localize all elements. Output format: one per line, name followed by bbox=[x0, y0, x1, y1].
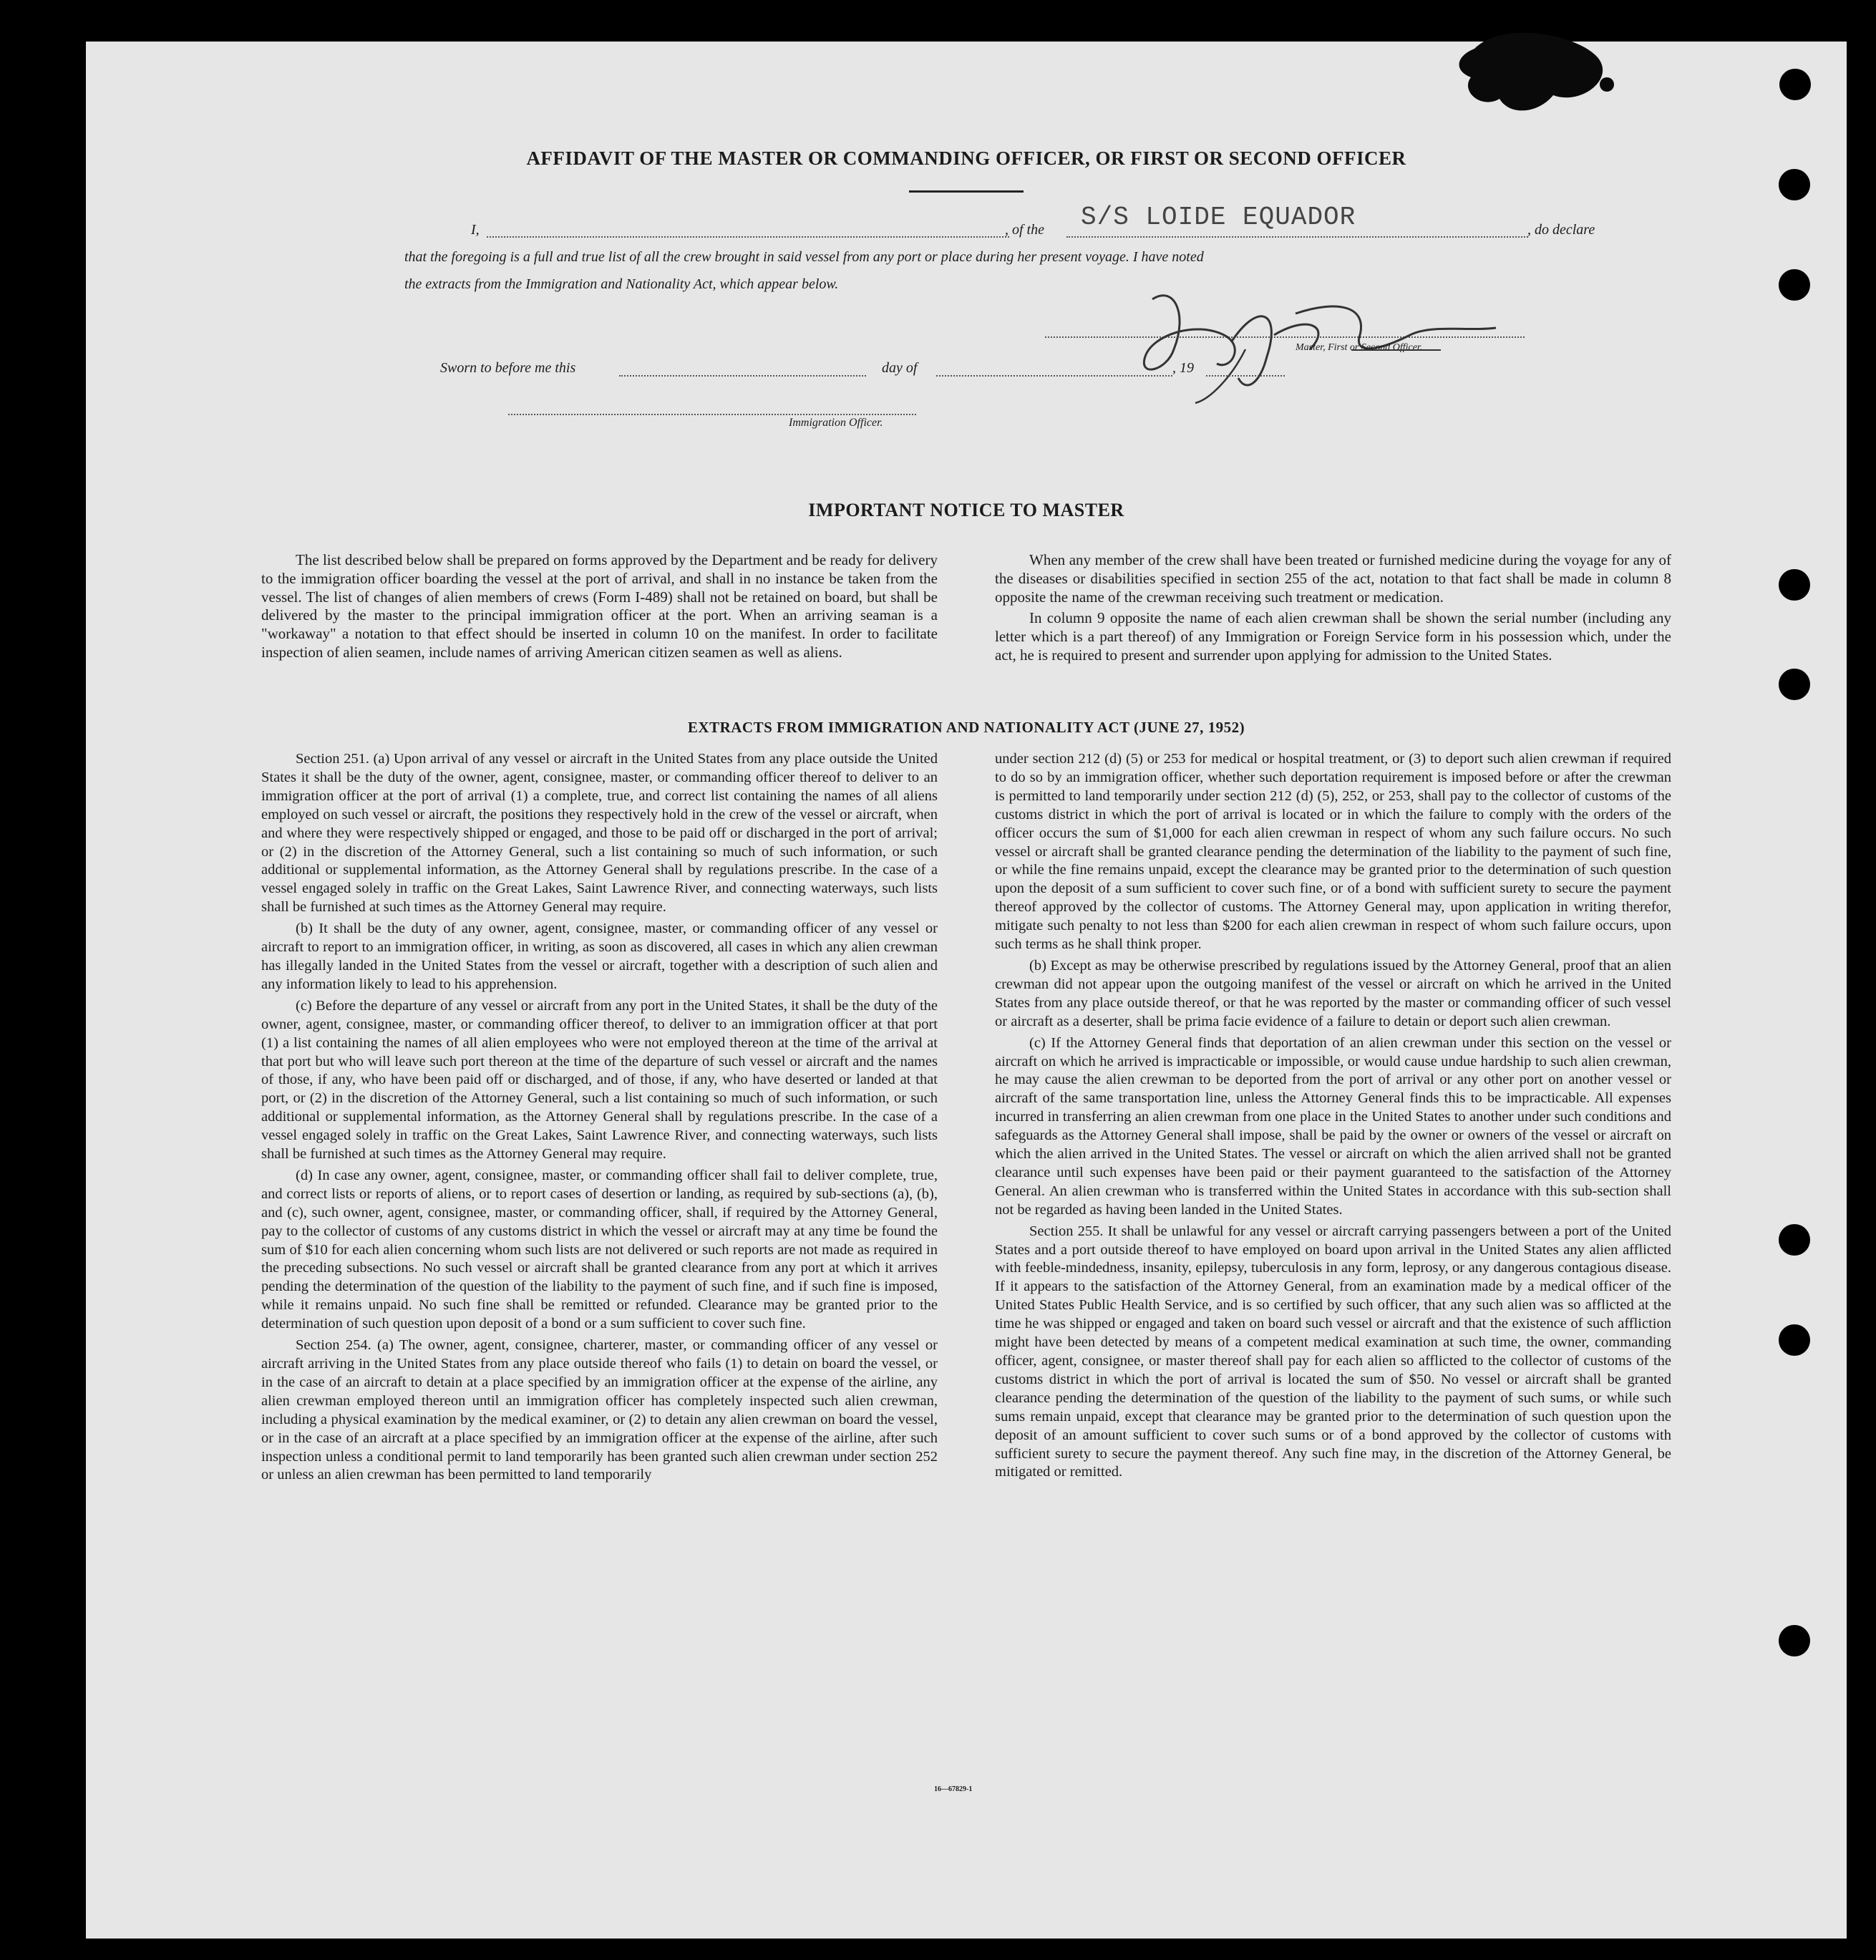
handwritten-signature bbox=[1124, 271, 1525, 407]
section-254-a-continued: under section 212 (d) (5) or 253 for medical or hospital treatment, or (3) to deport such alien crewman if required to do so by an immigration officer, whether such deportation requirement is imposed before or after the crewman is permitted to land temporarily under section 212 (d) (5), 252, or 253, shall pay to the collector of customs of the customs district in which the port of arrival is located or in which the failure to comply with the orders of the officer occurs the sum of $1,000 for each alien crewman in respect of whom any such failure occurs. No such vessel or aircraft shall be granted clearance pending the determination of the liability to the payment of such fine, or while the fine remains unpaid, except the clearance may be granted prior to the determination of such question upon the deposit of a sum sufficient to cover such fine, or of a bond with sufficient surety to secure the payment thereof approved by the collector of customs. The Attorney General may, upon application in writing therefor, mitigate such penalty to not less than $200 for each alien crewman in respect of whom such failure occurs, upon such terms as he shall think proper. bbox=[995, 751, 1671, 953]
punch-hole bbox=[1779, 269, 1810, 301]
notice-left-text: The list described below shall be prepared on forms approved by the Department and be ready for delivery to the immigration officer boarding the vessel at the port of arrival, and shall in no instance be taken from the vessel. The list of changes of alien members of crews (Form I-489) shall not be retained on board, but shall be delivered by the master to the principal immigration officer at the port. When an arriving seaman is a "workaway" a notation to that effect should be inserted in column 10 on the manifest. In order to facilitate inspection of alien seamen, include names of arriving American citizen seamen as well as aliens. bbox=[261, 551, 938, 661]
punch-hole bbox=[1779, 1224, 1810, 1256]
affidavit-title: AFFIDAVIT OF THE MASTER OR COMMANDING OFFICER, OR FIRST OR SECOND OFFICER bbox=[526, 147, 1406, 169]
extracts-title: EXTRACTS FROM IMMIGRATION AND NATIONALITY ACT (JUNE 27, 1952) bbox=[687, 719, 1245, 736]
declarant-name-field[interactable] bbox=[487, 236, 1009, 238]
sworn-month-field[interactable] bbox=[936, 375, 1172, 377]
sworn-day-field[interactable] bbox=[619, 375, 866, 377]
of-the-label: , of the bbox=[1005, 222, 1044, 238]
form-code: 16—67829-1 bbox=[934, 1785, 973, 1793]
title-divider bbox=[909, 190, 1024, 193]
extracts-left-column bbox=[261, 750, 938, 1488]
notice-title: IMPORTANT NOTICE TO MASTER bbox=[808, 500, 1124, 520]
strike-line bbox=[1351, 349, 1441, 351]
ink-blot bbox=[1432, 27, 1646, 127]
section-251-c: (c) Before the departure of any vessel or aircraft from any port in the United States, it shall be the duty of the owner, agent, consignee, master, or commanding officer thereof, to deliver to an immigration officer at that port (1) a list containing the names of all alien employees who were not employed thereon at the time of the arrival at that port but who will leave such port thereon at the time of the departure of such vessel or aircraft and the names of those, if any, who have been paid off or discharged, and of those, if any, who have deserted or landed at that port, or (2) in the discretion of the Attorney General, such a list containing so much of such information, or such additional or supplemental information, as the Attorney General shall by regulations prescribe. In the case of a vessel engaged solely in traffic on the Great Lakes, Saint Lawrence River, and connecting waterways, such lists shall be furnished at such times as the Attorney General may require. bbox=[261, 997, 938, 1163]
punch-hole bbox=[1779, 1324, 1810, 1356]
year-prefix: , 19 bbox=[1172, 360, 1194, 376]
punch-hole bbox=[1779, 669, 1810, 700]
vessel-field[interactable] bbox=[1066, 236, 1528, 238]
declaration-line-3: the extracts from the Immigration and Nationality Act, which appear below. bbox=[404, 276, 839, 292]
notice-left-column bbox=[261, 551, 938, 665]
section-254-b: (b) Except as may be otherwise prescribed by regulations issued by the Attorney General, proof that an alien crewman did not appear upon the outgoing manifest of the vessel or aircraft on which he arrived in the United States from any place outside thereof, or that he was reported by the master or commanding officer of such vessel or aircraft as a deserter, shall be prima facie evidence of a failure to detain or deport such alien crewman. bbox=[995, 957, 1671, 1029]
do-declare-label: , do declare bbox=[1527, 222, 1595, 238]
section-254-a: Section 254. (a) The owner, agent, consignee, charterer, master, or commanding officer of any vessel or aircraft arriving in the United States from any place outside thereof who fails (1) to detain on board the vessel, or in the case of an aircraft to detain at a place specified by an immigration officer at the expense of the airline, any alien crewman employed thereon until an immigration officer has completely inspected such alien crewman, including a physical examination by the medical examiner, or (2) to detain any alien crewman on board the vessel, or in the case of an aircraft at a place specified by an immigration officer at the expense of the airline, after such inspection unless a conditional permit to land temporarily has been granted such alien crewman under section 252 or unless an alien crewman has been permitted to land temporarily bbox=[261, 1337, 938, 1483]
declaration-line-2: that the foregoing is a full and true list of all the crew brought in said vessel from any port or place during her present voyage. I have noted bbox=[404, 249, 1204, 265]
section-251-d: (d) In case any owner, agent, consignee, master, or commanding officer shall fail to deliver complete, true, and correct lists or reports of aliens, or to report cases of desertion or landing, as required by sub-sections (a), (b), and (c), such owner, agent, consignee, master, or commanding officer, shall, if required by the Attorney General, pay to the collector of customs of any customs district in which the vessel or aircraft may at any time be found the sum of $10 for each alien concerning whom such lists are not delivered or such reports are not made as required in the preceding subsections. No such vessel or aircraft shall be granted clearance from any port at which it arrives pending the determination of the question of the liability to the payment of such fine, and if such fine is imposed, while it remains unpaid. No such fine shall be remitted or refunded. Clearance may be granted prior to the determination of such question upon deposit of a bond or a sum sufficient to cover such fine. bbox=[261, 1167, 938, 1332]
extracts-right-column bbox=[995, 750, 1671, 1485]
declarant-label: I, bbox=[471, 222, 480, 238]
punch-hole bbox=[1779, 1625, 1810, 1656]
punch-hole bbox=[1779, 569, 1810, 601]
section-251-b: (b) It shall be the duty of any owner, agent, consignee, master, or commanding officer of any vessel or aircraft to report to an immigration officer, in writing, as soon as discovered, all cases in which any alien crewman has illegally landed in the United States from the vessel or aircraft, together with a description of such alien and any information likely to lead to his apprehension. bbox=[261, 921, 938, 992]
signature-caption: Master, First or Second Officer. bbox=[1296, 342, 1423, 353]
day-of-label: day of bbox=[882, 360, 918, 376]
section-254-c: (c) If the Attorney General finds that deportation of an alien crewman under this section on the vessel or aircraft on which he arrived is impracticable or impossible, or would cause undue hardship to such alien crewman, he may cause the alien crewman to be deported from the port of arrival or any other port on another vessel or aircraft of the same transportation line, unless the Attorney General finds this to be impracticable. All expenses incurred in transferring an alien crewman from one place in the United States to another under such conditions and safeguards as the Attorney General shall impose, shall be paid by the owner or owners of the vessel or aircraft on which the alien arrived in the United States. The vessel or aircraft on which the alien arrived shall not be granted clearance until such expenses have been paid or their payment guaranteed to the satisfaction of the Attorney General. An alien crewman who is transferred within the United States in accordance with this sub-section shall not be regarded as having been landed in the United States. bbox=[995, 1034, 1671, 1218]
section-251-a: Section 251. (a) Upon arrival of any vessel or aircraft in the United States from any place outside the United States it shall be the duty of the owner, agent, consignee, master, or commanding officer thereof to deliver to an immigration officer at the port of arrival (1) a complete, true, and correct list containing the names of all aliens employed on such vessel or aircraft, the positions they respectively hold in the crew of the vessel or aircraft, when and where they were respectively shipped or engaged, and those to be paid off or discharged in the port of arrival; or (2) in the discretion of the Attorney General, such a list containing so much of such information, or such additional or supplemental information, as the Attorney General shall by regulations prescribe. In the case of a vessel engaged solely in traffic on the Great Lakes, Saint Lawrence River, and connecting waterways, such lists shall be furnished at such times as the Attorney General may require. bbox=[261, 751, 938, 916]
notice-right-text-1: When any member of the crew shall have been treated or furnished medicine during the voyage for any of the diseases or disabilities specified in section 255 of the act, notation to that fact shall be made in column 8 opposite the name of the crewman receiving such treatment or medication. bbox=[995, 551, 1671, 606]
punch-hole bbox=[1779, 169, 1810, 200]
notice-right-text-2: In column 9 opposite the name of each alien crewman shall be shown the serial number (including any letter which is a part thereof) of any Immigration or Foreign Service form in his possession which, under the act, he is required to present and surrender upon applying for admission to the United States. bbox=[995, 609, 1671, 664]
sworn-label: Sworn to before me this bbox=[440, 360, 576, 376]
sworn-year-field[interactable] bbox=[1206, 375, 1285, 377]
punch-hole bbox=[1779, 69, 1811, 100]
immigration-officer-caption: Immigration Officer. bbox=[789, 417, 883, 429]
notice-right-column bbox=[995, 551, 1671, 668]
section-255: Section 255. It shall be unlawful for any vessel or aircraft carrying passengers between a port of the United States and a port outside thereof to have employed on board upon arrival in the United States any alien afflicted with feeble-mindedness, insanity, epilepsy, tuberculosis in any form, leprosy, or any dangerous contagious disease. If it appears to the satisfaction of the Attorney General, from an examination made by a medical officer of the United States Public Health Service, and is so certified by such officer, that any such alien was so afflicted at the time he was shipped or engaged and taken on board such vessel or aircraft and that the existence of such affliction might have been detected by means of a competent medical examination at such time, the owner, commanding officer, agent, consignee, or master thereof shall pay for each alien so afflicted to the collector of customs of the customs district in which the port of arrival is located the sum of $50. No vessel or aircraft shall be granted clearance pending the determination of the question of the liability to the payment of such sums, or while such sums remain unpaid, except that clearance may be granted prior to the determination of such question upon the deposit of an amount sufficient to cover such sums or of a bond approved by the collector of customs with sufficient surety to secure the payment thereof. Any such fine may, in the discretion of the Attorney General, be mitigated or remitted. bbox=[995, 1223, 1671, 1480]
vessel-name-stamp: S/S LOIDE EQUADOR bbox=[1081, 203, 1356, 232]
document-page bbox=[86, 42, 1847, 1939]
immigration-officer-field[interactable] bbox=[508, 414, 916, 415]
